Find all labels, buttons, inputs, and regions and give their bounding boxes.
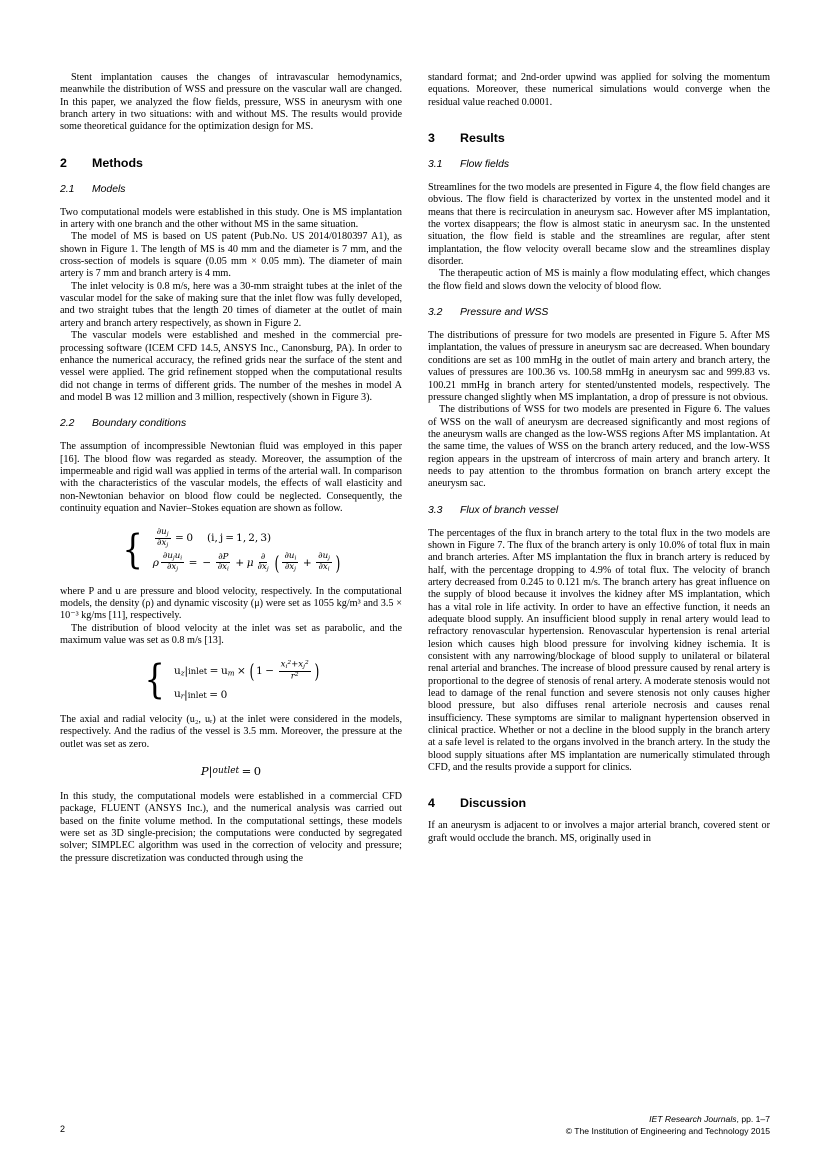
footer-journal-line xyxy=(566,1113,770,1125)
page-number: 2 xyxy=(60,1124,66,1134)
paragraph-models-4: The vascular models were established and meshed in the commercial pre-processing software (ICEM CFD 14.5, ANSYS Inc., Canonsburg, PA). In order to enhance the numerical accuracy, the refined grids near the surface of the stent and vessel were applied. The grid refinement stopped when the computational results did not change in terms of different grids. The number of the meshes in model A and model B was 12 million and 3 million, respectively (shown in Figure 3). xyxy=(60,330,402,403)
section-title: Results xyxy=(460,131,505,146)
equation-brace: { xyxy=(122,527,144,574)
subsection-heading-boundary-conditions xyxy=(60,418,402,430)
paragraph-continued: standard format; and 2nd-order upwind was applied for solving the momentum equations. Moreover, these numerical simulations would converge when the residual value reached 0.0001. xyxy=(428,72,770,108)
spacer xyxy=(428,109,770,131)
spacer xyxy=(428,810,770,820)
subsection-title: Models xyxy=(92,183,126,195)
spacer xyxy=(60,751,402,764)
spacer xyxy=(60,515,402,528)
left-column xyxy=(60,72,402,1032)
subsection-title: Pressure and WSS xyxy=(460,307,549,319)
spacer xyxy=(428,293,770,307)
paragraph-flux-1: The percentages of the flux in branch artery to the total flux in the two models are shown in Figure 7. The flux of the branch artery is only 10.0% of total flux in main and branch arteries. After MS implantation the flux in branch artery is reduced by half, with the percentage dropping to 4.9% of total flux. The velocity of branch artery decreased from 0.245 to 0.121 m/s. The branch artery has great influence on the supply of blood because it involves the kidney after MS implantation, which has a vital role in life activity. In order to have an effective function, it needs an adequate blood supply. An insufficient blood supply in renal artery would lead to refractory renovascular hypertension. Renovascular hypertension is renal arterial lesion which causes high blood pressure for involving kidney ischemia. It is consistent with any narrowing/blockage of blood supply to unilateral or bilateral renal arterial and branches. The increase of blood pressure caused by renal artery is proportional to the degree of stenosis of renal artery. A moderate stenosis would not lead to damage of the renal function and severe stenosis not only causes higher blood pressure, but also diffuses renal arteriole necrosis and causes renal insufficiency. These symptoms are similar to malignant hypertension observed in clinical practice. Whether or not a decline in the blood supply in the branch artery at a safe level is related to the organs involved in the branch artery. In the study the blood supply situations after MS implantation are numerically stimulated through CFD, and the results provide a support for clinics. xyxy=(428,527,770,774)
paragraph-discussion-1: If an aneurysm is adjacent to or involves a major arterial branch, covered stent or graft would occlude the branch. MS, originally used in xyxy=(428,820,770,844)
right-column xyxy=(428,72,770,1032)
spacer xyxy=(60,134,402,156)
footer-copyright-line: © The Institution of Engineering and Technology 2015 xyxy=(565,1126,770,1136)
spacer xyxy=(60,404,402,418)
spacer xyxy=(428,171,770,182)
page-footer xyxy=(60,1113,770,1137)
equation-line-axial-velocity: $u_z$ | inlet = $u_m$ × ( 1 − $\frac{x_i^2+x_j^2}{r^2}$ ) xyxy=(173,658,319,683)
spacer xyxy=(60,170,402,184)
subsection-title: Flux of branch vessel xyxy=(460,504,559,516)
footer-journal-info xyxy=(566,1113,770,1137)
spacer xyxy=(60,196,402,207)
paragraph-pressure-wss-1: The distributions of pressure for two models are presented in Figure 5. After MS implantation, the values of pressure in aneurysm sac are decreased. When boundary conditions are set as 100 mmHg in the outlet of main artery and branch artery, the values of pressures are 100.36 vs. 100.58 mmHg in aneurysm sac and 999.83 vs. 100.21 mmHg in branch artery for stented/unstented models, respectively. The pressure changed slightly when MS implantation, a drop of pressure is not obvious. xyxy=(428,330,770,403)
spacer xyxy=(428,491,770,505)
subsection-number: 2.2 xyxy=(60,418,75,430)
section-title: Methods xyxy=(92,155,143,170)
journal-name: IET Research Journals xyxy=(649,1114,737,1124)
subsection-heading-flow-fields xyxy=(428,159,770,171)
spacer xyxy=(428,517,770,528)
intro-paragraph: Stent implantation causes the changes of intravascular hemodynamics, meanwhile the distribution of WSS and pressure on the vascular wall are changed. In this paper, we analyzed the flow fields, pressure, WSS in aneurysm with one branch artery in two situations: with and without MS. The results would provide some theoretical guidance for the optimization design for MS. xyxy=(60,72,402,133)
spacer xyxy=(428,319,770,330)
spacer xyxy=(60,430,402,441)
paragraph-flow-fields-1: Streamlines for the two models are presented in Figure 4, the flow field changes are obvious. The flow field is characterized by vortex in the unstented model and it means that there is recirculation in aneurysm sac. However after MS implantation, the vortex disappears; the flow is almost static in aneurysm sac. In the unstented situation, the flow field is stable and the streamlines are regular, after stent implantation, the flow velocity overall became slow and the streamlines display disorder. xyxy=(428,182,770,268)
spacer xyxy=(60,778,402,791)
section-heading-results xyxy=(428,131,770,145)
section-number: 3 xyxy=(428,131,435,146)
section-number: 4 xyxy=(428,796,435,811)
journal-pages: , pp. 1–7 xyxy=(736,1114,770,1124)
section-heading-discussion xyxy=(428,796,770,810)
equation-outlet-pressure xyxy=(60,764,402,778)
paragraph-boundary-5: In this study, the computational models were established in a commercial CFD package, FLUENT (ANSYS Inc.), and the numerical analysis was carried out based on the finite volume method. In the computational settings, these models were set as 3D single-precision; the computations were conducted by segregated solver; SIMPLEC algorithm was used in the correction of velocity and pressure; the pressure discretization was conducted through using the xyxy=(60,791,402,864)
spacer xyxy=(60,573,402,586)
two-column-body xyxy=(60,72,770,1032)
paragraph-boundary-1: The assumption of incompressible Newtonian fluid was employed in this paper [16]. The blood flow was regarded as steady. Moreover, the assumption of the impermeable and rigid wall was applied in terms of the arterial wall. In comparison with the characteristics of the vascular models, the effects of wall elasticity and non-Newtonian behavior on blood flow could be neglected. Consequently, the continuity equation and Navier–Stokes equation are shown as follow. xyxy=(60,441,402,514)
equation-brace: { xyxy=(144,657,165,704)
spacer xyxy=(60,647,402,660)
paragraph-boundary-3: The distribution of blood velocity at the inlet was set as parabolic, and the maximum value was set as 0.8 m/s [13]. xyxy=(60,622,402,646)
equation-continuity-navier-stokes xyxy=(60,527,402,575)
paragraph-pressure-wss-2: The distributions of WSS for two models are presented in Figure 6. The values of WSS on the wall of aneurysm are decreased significantly and most regions of the aneurysm walls are changed as the low-WSS regions After MS implantation. At the same time, the values of WSS on the branch artery reduced, and the low-WSS region appears in the upstream of intercross of main artery and branch artery. It needs to pay attention to the thrombus formation on branch artery except the aneurysm sac. xyxy=(428,404,770,490)
paragraph-flow-fields-2: The therapeutic action of MS is mainly a flow modulating effect, which changes the flow field and slows down the velocity of blood flow. xyxy=(428,268,770,292)
subsection-heading-models xyxy=(60,184,402,196)
section-title: Discussion xyxy=(460,796,527,811)
spacer xyxy=(60,701,402,714)
paragraph-models-3: The inlet velocity is 0.8 m/s, here was a 30-mm straight tubes at the inlet of the vascular model for the sake of making sure that the inlet flow was fully developed, and two straight tubes that the length 20 times of diameter at the outlet of main artery and branch artery respectively, as shown in Figure 2. xyxy=(60,280,402,329)
section-number: 2 xyxy=(60,155,67,170)
subsection-title: Boundary conditions xyxy=(92,418,187,430)
subsection-number: 3.2 xyxy=(428,307,443,319)
equation-line-radial-velocity: $u_r$ | inlet = 0 xyxy=(173,688,228,701)
subsection-heading-flux-branch-vessel xyxy=(428,505,770,517)
equation-line-continuity: $\frac{\partial u_j}{\partial x_j}$ = 0 (i, j = 1, 2, 3) xyxy=(156,527,272,549)
equation-line-momentum: ρ $\frac{\partial u_ju_i}{\partial x_j}$ = − $\frac{\partial P}{\partial x_i}$ + μ $\frac{\partial}{\partial x_j}$ ( $\frac{\partial u_i}{\partial x_j}$ + $\frac{\partial u_j}{\partial x_i}$ ) xyxy=(152,550,341,575)
section-heading-methods xyxy=(60,156,402,170)
spacer xyxy=(428,774,770,796)
paragraph-boundary-4: The axial and radial velocity (u₂, uᵣ) at the inlet were considered in the models, respectively. And the radius of the vessel is 3.5 mm. Moreover, the pressure at the outlet was set as zero. xyxy=(60,713,402,750)
equation-line-outlet: P | outlet = 0 xyxy=(200,764,262,779)
subsection-heading-pressure-wss xyxy=(428,307,770,319)
paragraph-models-2: The model of MS is based on US patent (Pub.No. US 2014/0180397 A1), as shown in Figure 1. The length of MS is 40 mm and the diameter is 7 mm, and the cross-section of models is square (0.05 mm × 0.05 mm). The diameter of main artery is 7 mm and branch artery is 4 mm. xyxy=(60,231,402,280)
subsection-number: 3.1 xyxy=(428,159,443,171)
paragraph-models-1: Two computational models were established in this study. One is MS implantation in artery with one branch and the other without MS in the same situation. xyxy=(60,206,402,231)
paragraph-boundary-2: where P and u are pressure and blood velocity, respectively. In the computational models, the density (ρ) and dynamic viscosity (μ) were set as 1055 kg/m³ and 3.5 × 10⁻³ kg/ms [11], respectively. xyxy=(60,585,402,622)
subsection-title: Flow fields xyxy=(460,159,510,171)
equation-inlet-velocity xyxy=(60,657,402,704)
spacer xyxy=(428,145,770,159)
subsection-number: 3.3 xyxy=(428,504,443,516)
subsection-number: 2.1 xyxy=(60,183,75,195)
